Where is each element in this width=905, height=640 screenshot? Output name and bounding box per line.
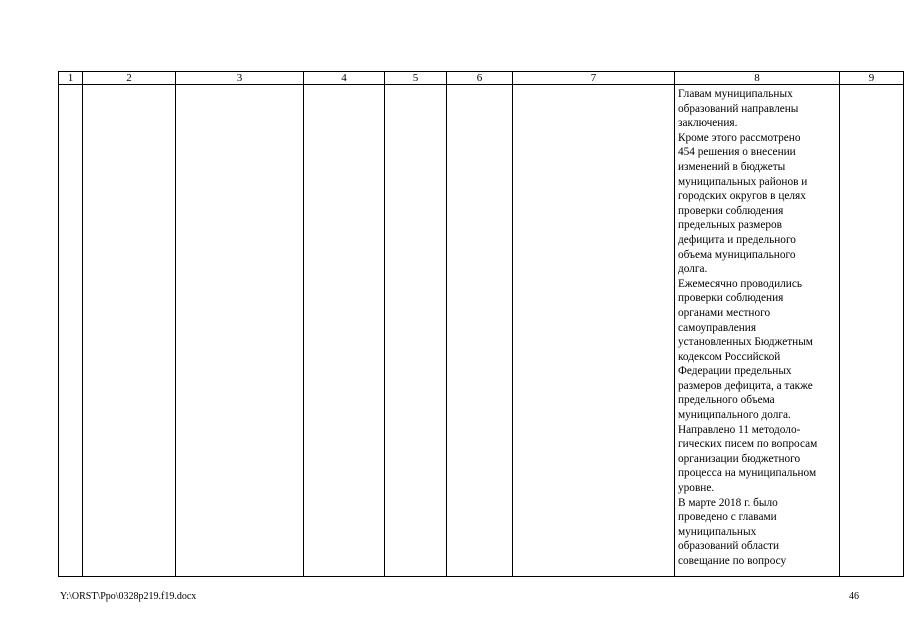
- text-line: самоуправления: [678, 321, 757, 334]
- cell-col-1: [59, 85, 83, 577]
- text-line: Федерации предельных: [678, 365, 792, 378]
- column-header-3: 3: [176, 72, 304, 85]
- text-line: организации бюджетного: [678, 452, 801, 465]
- text-line: долга.: [678, 263, 708, 276]
- column-header-2: 2: [83, 72, 176, 85]
- header-row: [59, 72, 904, 85]
- cell-col-4: [304, 85, 385, 577]
- text-line: проверки соблюдения: [678, 204, 784, 217]
- text-line: заключения.: [678, 117, 738, 130]
- text-line: гических писем по вопросам: [678, 438, 818, 451]
- table-row: [59, 85, 904, 577]
- text-line: Ежемесячно проводились: [678, 277, 802, 290]
- text-line: В марте 2018 г. было: [678, 496, 778, 509]
- text-line: установленных Бюджетным: [678, 336, 813, 349]
- text-line: 454 решения о внесении: [678, 146, 796, 159]
- cell-col-2: [83, 85, 176, 577]
- column-header-5: 5: [385, 72, 447, 85]
- text-line: предельных размеров: [678, 219, 782, 232]
- col8-text: [675, 85, 839, 569]
- text-line: уровне.: [678, 482, 715, 495]
- text-line: проведено с главами: [678, 511, 777, 524]
- text-line: кодексом Российской: [678, 350, 781, 363]
- column-header-6: 6: [447, 72, 513, 85]
- footer-file-path: Y:\ORST\Ppo\0328p219.f19.docx: [60, 591, 197, 602]
- text-line: объема муниципального: [678, 248, 796, 261]
- column-header-7: 7: [513, 72, 675, 85]
- column-header-8: 8: [675, 72, 840, 85]
- document-table: [58, 71, 904, 577]
- text-line: совещание по вопросу: [678, 555, 787, 567]
- cell-col-5: [385, 85, 447, 577]
- text-line: размеров дефицита, а также: [678, 379, 813, 392]
- text-line: процесса на муниципальном: [678, 467, 817, 480]
- text-line: органами местного: [678, 306, 771, 319]
- text-line: муниципального долга.: [678, 409, 791, 422]
- text-line: Главам муниципальных: [678, 88, 793, 100]
- text-line: изменений в бюджеты: [678, 160, 786, 173]
- cell-col-7: [513, 85, 675, 577]
- text-line: дефицита и предельного: [678, 233, 796, 246]
- text-line: предельного объема: [678, 394, 775, 407]
- text-line: образований направлены: [678, 102, 799, 115]
- text-line: Кроме этого рассмотрено: [678, 131, 801, 144]
- text-line: Направлено 11 методоло-: [678, 423, 801, 436]
- text-line: муниципальных районов и: [678, 175, 808, 188]
- text-line: городских округов в целях: [678, 190, 806, 203]
- column-header-4: 4: [304, 72, 385, 85]
- text-line: проверки соблюдения: [678, 292, 784, 305]
- column-header-1: 1: [59, 72, 83, 85]
- cell-col-3: [176, 85, 304, 577]
- cell-col-9: [840, 85, 904, 577]
- cell-col-8: [675, 85, 840, 577]
- column-header-9: 9: [840, 72, 904, 85]
- text-line: муниципальных: [678, 525, 757, 538]
- page-number: 46: [849, 591, 859, 602]
- text-line: образований области: [678, 540, 780, 553]
- cell-col-6: [447, 85, 513, 577]
